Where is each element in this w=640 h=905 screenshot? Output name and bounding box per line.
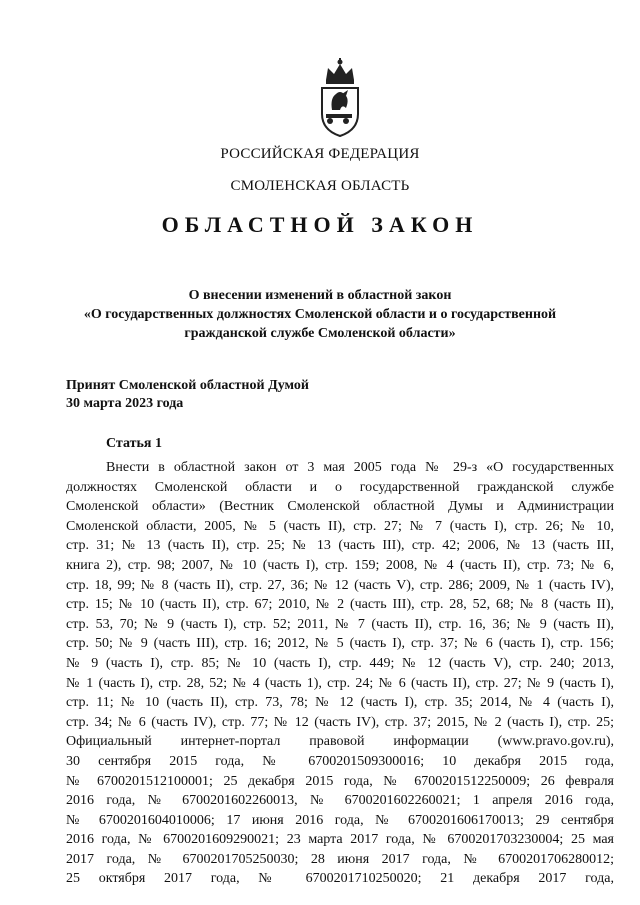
body-line: 2016 года, № 6700201609290021; 23 марта 2017 года, № 6700201703230004; 25 мая (66, 832, 614, 848)
title-line: гражданской службе Смоленской области» (184, 326, 456, 341)
body-line: № 6700201604010006; 17 июня 2016 года, № 6700201606170013; 29 сентября (66, 812, 614, 828)
country-name: РОССИЙСКАЯ ФЕДЕРАЦИЯ (220, 146, 420, 162)
title-line: «О государственных должностях Смоленской области и о государственной (83, 307, 557, 322)
body-line: стр. 11; № 10 (часть II), стр. 73, 78; № 12 (часть I), стр. 35; 2014, № 4 (часть I), (66, 695, 614, 711)
body-line: стр. 34; № 6 (часть IV), стр. 77; № 12 (часть IV), стр. 37; 2015, № 2 (часть I), стр. 25; (66, 714, 614, 730)
article-body (66, 458, 614, 889)
body-line: стр. 53, 70; № 9 (часть I), стр. 52; 2011, № 7 (часть II), стр. 16, 36; № 9 (часть II), (66, 616, 614, 632)
body-line: книга 2), стр. 98; 2007, № 10 (часть I), стр. 159; 2008, № 4 (часть II), стр. 73; № 6, (66, 557, 614, 573)
body-line: № 6700201512100001; 25 декабря 2015 года, № 6700201512250009; 26 февраля (66, 773, 614, 789)
body-line: стр. 15; № 10 (часть II), стр. 67; 2010, № 2 (часть III), стр. 28, 52, 68; № 8 (часть II), (66, 597, 614, 613)
body-line: 2017 года, № 6700201705250030; 28 июня 2017 года, № 6700201706280012; (66, 851, 614, 867)
document-type: ОБЛАСТНОЙ ЗАКОН (161, 212, 479, 237)
title-line: О внесении изменений в областной закон (188, 288, 452, 303)
body-line: 25 октября 2017 года, № 6700201710250020; 21 декабря 2017 года, (66, 871, 614, 887)
body-line: стр. 31; № 13 (часть II), стр. 25; № 13 (часть III), стр. 42; 2006, № 13 (часть III, (66, 538, 614, 554)
adoption-info (66, 377, 309, 413)
body-line: 2016 года, № 6700201602260013, № 6700201602260021; 1 апреля 2016 года, (66, 793, 614, 809)
adoption-date: 30 марта 2023 года (66, 396, 184, 411)
document-title (0, 286, 640, 343)
body-line: Официальный интернет-портал правовой информации (www.pravo.gov.ru), (66, 734, 614, 750)
body-line: стр. 18, 99; № 8 (часть II), стр. 27, 36; № 12 (часть V), стр. 286; 2009, № 1 (часть IV), (66, 577, 614, 593)
region-name: СМОЛЕНСКАЯ ОБЛАСТЬ (230, 178, 410, 194)
body-line: Внести в областной закон от 3 мая 2005 года № 29-з «О государственных (106, 460, 614, 475)
adoption-body: Принят Смоленской областной Думой (66, 378, 309, 393)
coat-of-arms-emblem (316, 58, 364, 138)
body-line: № 1 (часть I), стр. 28, 52; № 4 (часть 1), стр. 24; № 6 (часть II), стр. 27; № 9 (часть I), (66, 675, 614, 691)
body-line: должностях Смоленской области и о государственной гражданской службе (66, 479, 614, 495)
article-heading: Статья 1 (106, 436, 162, 451)
body-line: № 9 (часть I), стр. 85; № 10 (часть I), стр. 449; № 12 (часть V), стр. 240; 2013, (66, 655, 614, 671)
body-line: 30 сентября 2015 года, № 6700201509300016; 10 декабря 2015 года, (66, 753, 614, 769)
body-line: Смоленской области» (Вестник Смоленской областной Думы и Администрации (66, 499, 614, 515)
body-line: стр. 50; № 9 (часть III), стр. 16; 2012, № 5 (часть I), стр. 37; № 6 (часть I), стр. 156; (66, 636, 614, 652)
body-line: Смоленской области, 2005, № 5 (часть II), стр. 27; № 7 (часть I), стр. 26; № 10, (66, 518, 614, 534)
